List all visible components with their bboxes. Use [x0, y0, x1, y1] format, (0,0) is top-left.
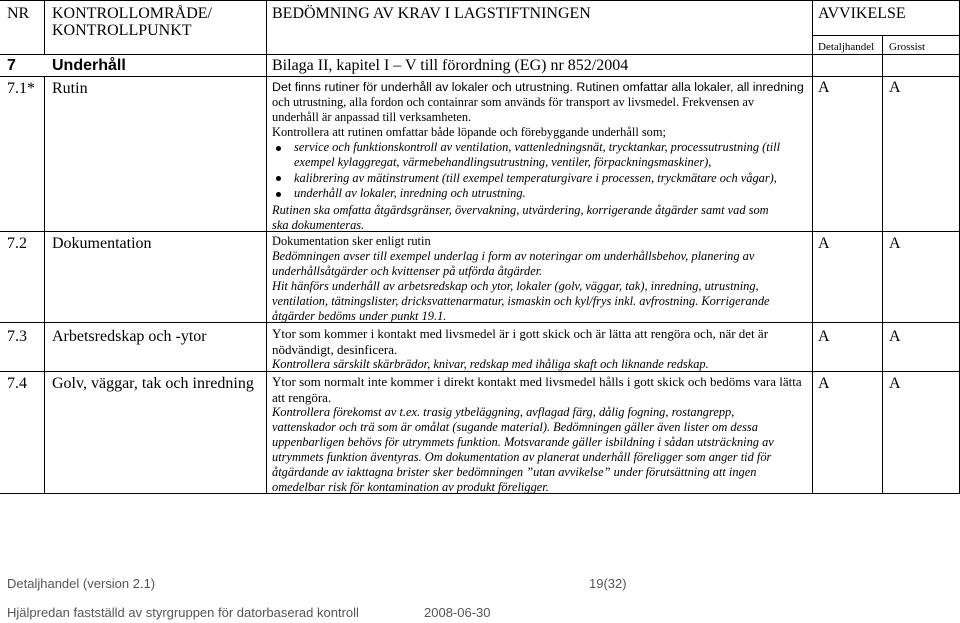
grossist-value: A: [889, 79, 901, 96]
row-text-line: att rengöra.: [272, 390, 332, 405]
header-detaljhandel: Detaljhandel: [818, 41, 875, 53]
row-italic-line: uppenbarligen behövs för utrymmets funktion. Motsvarande gäller isbildning i sådan utsträckning av: [272, 435, 774, 449]
row-text-line: Dokumentation sker enligt rutin: [272, 234, 431, 248]
section-reference: Bilaga II, kapitel I – V till förordning (EG) nr 852/2004: [272, 57, 629, 74]
row-italic-line: utrymmets funktion äventyras. Om dokumentation av planerat underhåll föreligger som anger tid för: [272, 450, 772, 464]
bullet-text: exempel kylaggregat, värmebehandlingsutrustning, ventiler, förpackningsmaskiner),: [294, 155, 712, 169]
grossist-value: A: [889, 328, 901, 345]
row-italic-line: Kontrollera särskilt skärbrädor, knivar, redskap med ihåliga skaft och liknande redskap.: [272, 357, 709, 371]
row-text-line: Ytor som kommer i kontakt med livsmedel är i gott skick och är lätta att rengöra och, när det är: [272, 326, 769, 341]
row-nr: 7.3: [7, 328, 27, 345]
col-divider: [266, 0, 267, 493]
section-number: 7: [7, 57, 16, 74]
row-area: Arbetsredskap och -ytor: [52, 328, 207, 345]
bullet-text: service och funktionskontroll av ventilation, vattenledningsnät, trycktankar, processutrustning (till: [294, 140, 781, 154]
table-top-border: [0, 0, 960, 1]
bullet-text: underhåll av lokaler, inredning och utrustning.: [294, 186, 526, 200]
section-title: Underhåll: [52, 57, 126, 74]
row-area: Dokumentation: [52, 235, 152, 252]
detaljhandel-value: A: [818, 235, 830, 252]
row-area: Rutin: [52, 80, 88, 97]
row-italic-line: Kontrollera förekomst av t.ex. trasig ytbeläggning, avflagad färg, dålig fogning, rostangrepp,: [272, 405, 735, 419]
grossist-value: A: [889, 375, 901, 392]
row-italic-line: åtgärdande av iakttagna brister sker bedömningen ”utan avvikelse” under förutsättning att ingen: [272, 465, 757, 479]
section-bottom-border: [0, 76, 960, 77]
col-divider: [44, 76, 45, 493]
row-text-line: underhåll är anpassad till verksamheten.: [272, 110, 472, 124]
row-text-line: Det finns rutiner för underhåll av lokaler och utrustning. Rutinen omfattar alla lokaler, all inredning: [272, 80, 804, 94]
row-closing-line: ska dokumenteras.: [272, 218, 365, 232]
row-control-intro: Kontrollera att rutinen omfattar både löpande och förebyggande underhåll som;: [272, 125, 666, 139]
bullet-icon: [276, 192, 281, 197]
row-text-line: Ytor som normalt inte kommer i direkt kontakt med livsmedel hålls i gott skick och bedöms vara lätta: [272, 374, 802, 389]
row-nr: 7.1*: [7, 80, 35, 97]
col-divider: [44, 0, 45, 54]
bullet-icon: [276, 146, 281, 151]
detaljhandel-value: A: [818, 375, 830, 392]
footer-version: Detaljhandel (version 2.1): [7, 576, 156, 591]
header-bottom-border: [0, 54, 960, 55]
row-divider: [0, 322, 960, 323]
row-italic-line: Bedömningen avser till exempel underlag i form av noteringar om underhållsbehov, planering av: [272, 249, 755, 263]
bullet-text: kalibrering av mätinstrument (till exempel temperaturgivare i processen, tryckmätare och vågar),: [294, 171, 777, 185]
bullet-icon: [276, 176, 281, 181]
row-italic-line: Hit hänförs underhåll av arbetsredskap och ytor, lokaler (golv, väggar, tak), inredning, utrustning,: [272, 279, 759, 293]
detaljhandel-value: A: [818, 79, 830, 96]
header-grossist: Grossist: [889, 41, 926, 53]
footer-date: 2008-06-30: [424, 605, 491, 620]
header-kontrollpunkt: KONTROLLPUNKT: [52, 22, 192, 39]
detaljhandel-value: A: [818, 328, 830, 345]
header-nr: NR: [7, 5, 30, 22]
col-divider: [812, 0, 813, 493]
row-nr: 7.4: [7, 375, 27, 392]
row-area: Golv, väggar, tak och inredning: [52, 375, 254, 392]
row-italic-line: åtgärder bedöms under punkt 19.1.: [272, 309, 447, 323]
row-italic-line: omedelbar risk för kontamination av produkt föreligger.: [272, 480, 549, 494]
row-divider: [0, 231, 960, 232]
header-bedomning: BEDÖMNING AV KRAV I LAGSTIFTNINGEN: [272, 5, 591, 22]
col-divider: [882, 35, 883, 493]
avvikelse-sub-border: [812, 35, 960, 36]
row-text-line: nödvändigt, desinficera.: [272, 342, 398, 357]
row-closing-line: Rutinen ska omfatta åtgärdsgränser, övervakning, utvärdering, korrigerande åtgärder samt vad som: [272, 203, 769, 217]
row-text-line: och utrustning, alla fordon och containrar som används för transport av livsmedel. Frekvensen av: [272, 95, 755, 109]
grossist-value: A: [889, 235, 901, 252]
header-avvikelse: AVVIKELSE: [818, 5, 906, 22]
footer-credit: Hjälpredan fastställd av styrgruppen för datorbaserad kontroll: [7, 605, 359, 620]
row-italic-line: underhållsåtgärder och kvittenser på utförda åtgärder.: [272, 264, 543, 278]
footer-page-number: 19(32): [589, 576, 627, 591]
header-kontrollomrade: KONTROLLOMRÅDE/: [52, 5, 212, 22]
row-italic-line: vattenskador och trä som är omålat (sugande material). Bedömningen gäller även lister om dessa: [272, 420, 758, 434]
row-nr: 7.2: [7, 235, 27, 252]
row-italic-line: ventilation, tätningslister, dricksvattenarmatur, ismaskin och kyl/frys inkl. avfrostning. Korrigerande: [272, 294, 770, 308]
